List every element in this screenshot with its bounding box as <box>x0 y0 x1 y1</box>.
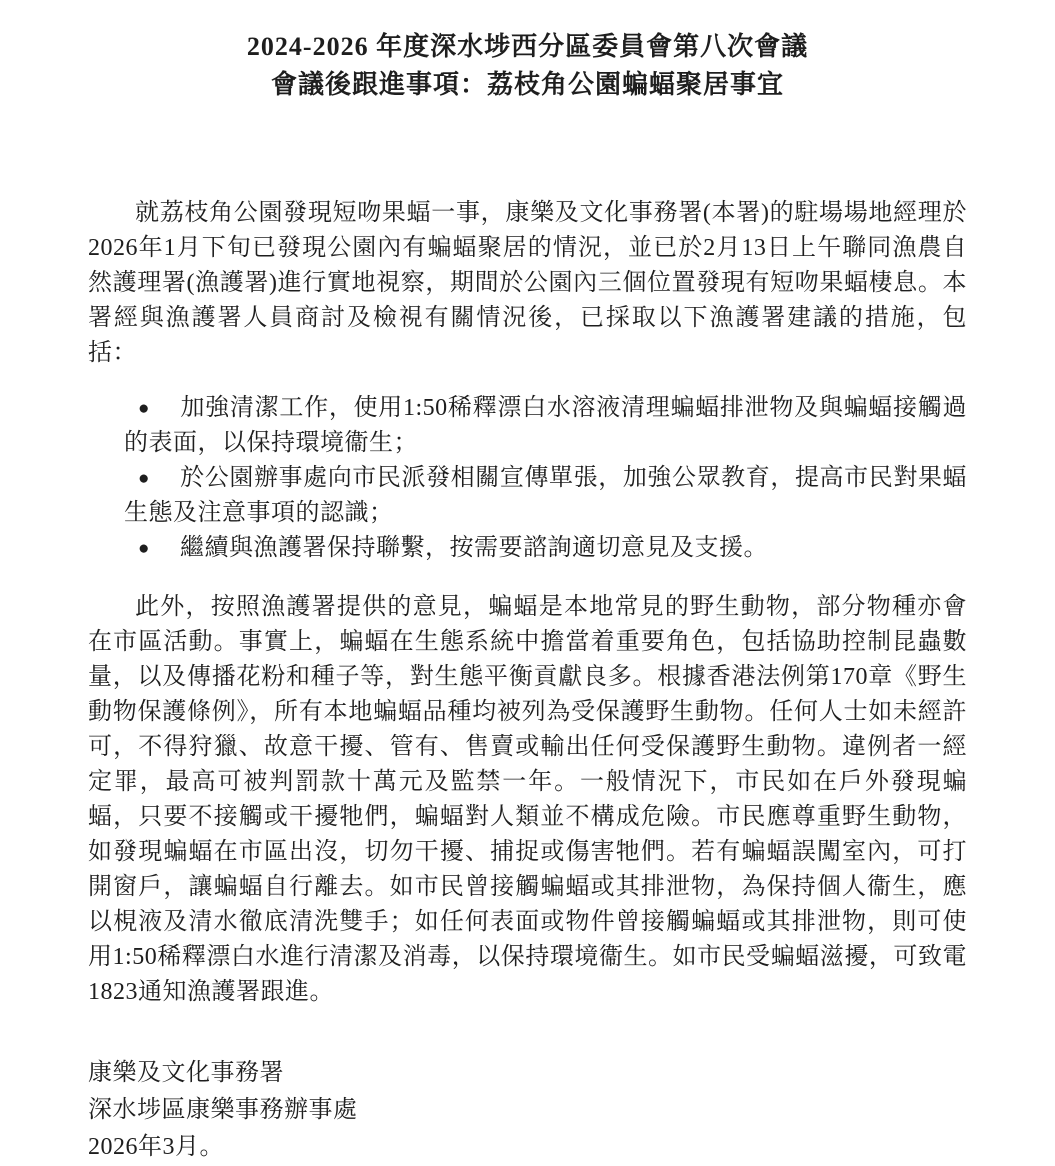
bullet-icon: ● <box>138 398 151 419</box>
bullet-icon: ● <box>138 538 150 559</box>
signoff-block <box>88 1055 967 1166</box>
bullet-text-liaison: 繼續與漁護署保持聯繫，按需要諮詢適切意見及支援。 <box>179 535 768 561</box>
bullet-text-education: 於公園辦事處向市民派發相關宣傳單張，加強公眾教育，提高市民對果蝠生態及注意事項的認識； <box>124 465 967 526</box>
bullet-item-education <box>88 461 967 531</box>
document-title-line2: 會議後跟進事項：荔枝角公園蝙蝠聚居事宜 <box>270 70 784 99</box>
document-title <box>88 28 967 104</box>
signoff-date: 2026年3月。 <box>88 1134 224 1160</box>
bullet-item-liaison <box>88 531 967 566</box>
bullet-item-cleaning <box>88 391 967 461</box>
document-title-line1: 2024-2026 年度深水埗西分區委員會第八次會議 <box>246 32 809 61</box>
signoff-department: 康樂及文化事務署 <box>88 1060 284 1086</box>
paragraph-advice: 此外，按照漁護署提供的意見，蝙蝠是本地常見的野生動物，部分物種亦會在市區活動。事實上，蝙蝠在生態系統中擔當着重要角色，包括協助控制昆蟲數量，以及傳播花粉和種子等，對生態平衡貢獻良多。根據香港法例第170章《野生動物保護條例》，所有本地蝙蝠品種均被列為受保護野生動物。任何人士如未經許可，不得狩獵、故意干擾、管有、售賣或輸出任何受保護野生動物。違例者一經定罪，最高可被判罰款十萬元及監禁一年。一般情況下，市民如在戶外發現蝙蝠，只要不接觸或干擾牠們，蝙蝠對人類並不構成危險。市民應尊重野生動物，如發現蝙蝠在市區出沒，切勿干擾、捕捉或傷害牠們。若有蝙蝠誤闖室內，可打開窗戶，讓蝙蝠自行離去。如市民曾接觸蝙蝠或其排泄物，為保持個人衞生，應以梘液及清水徹底清洗雙手；如任何表面或物件曾接觸蝙蝠或其排泄物，則可使用1:50稀釋漂白水進行清潔及消毒，以保持環境衞生。如市民受蝙蝠滋擾，可致電1823通知漁護署跟進。 <box>88 594 967 1005</box>
bullet-icon: ● <box>138 468 151 489</box>
measures-bullet-list <box>88 391 967 566</box>
paragraph-intro: 就荔枝角公園發現短吻果蝠一事，康樂及文化事務署(本署)的駐場場地經理於2026年1月下旬已發現公園內有蝙蝠聚居的情況，並已於2月13日上午聯同漁農自然護理署(漁護署)進行實地視察，期間於公園內三個位置發現有短吻果蝠棲息。本署經與漁護署人員商討及檢視有關情況後，已採取以下漁護署建議的措施，包括： <box>88 200 967 366</box>
signoff-office: 深水埗區康樂事務辦事處 <box>88 1097 358 1123</box>
bullet-text-cleaning: 加強清潔工作，使用1:50稀釋漂白水溶液清理蝙蝠排泄物及與蝙蝠接觸過的表面，以保持環境衞生； <box>124 395 967 456</box>
